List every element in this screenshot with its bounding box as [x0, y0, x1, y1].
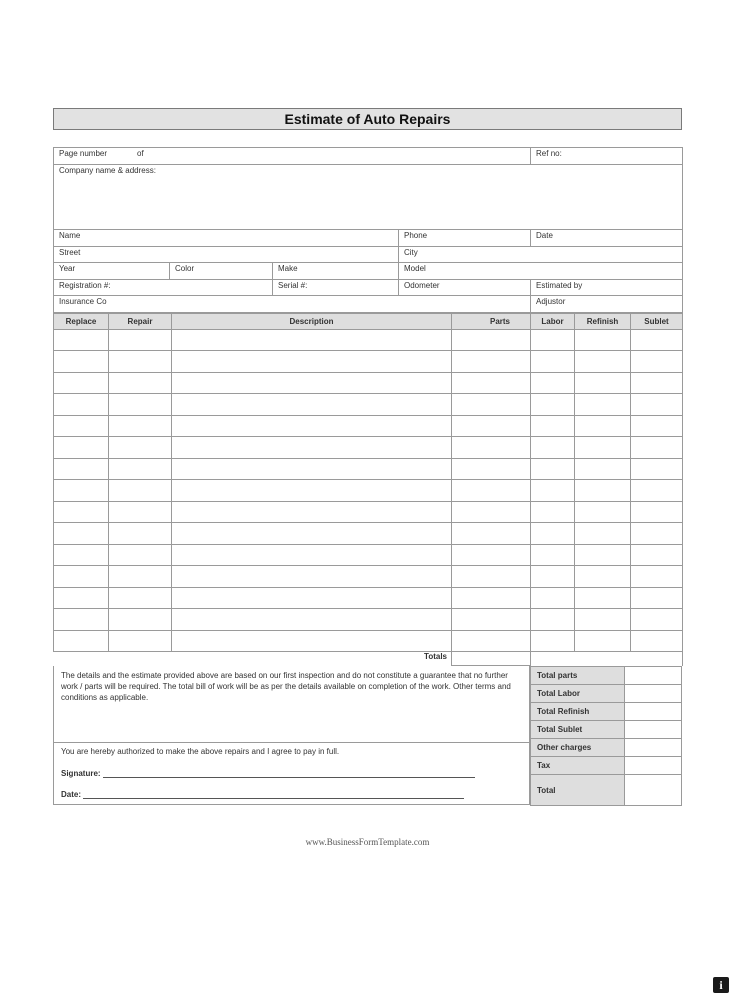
estimated-by-label: Estimated by — [536, 280, 583, 290]
repair-cell[interactable] — [109, 566, 172, 588]
authorization-block — [54, 742, 529, 805]
parts-cell[interactable] — [452, 437, 531, 459]
description-cell[interactable] — [172, 480, 452, 502]
parts-cell[interactable] — [452, 501, 531, 523]
color-label: Color — [175, 264, 195, 273]
labor-cell[interactable] — [531, 372, 575, 394]
street-label: Street — [59, 247, 81, 257]
totals-spacer — [531, 652, 683, 666]
company-address-field[interactable] — [54, 165, 683, 230]
street-field[interactable] — [54, 246, 399, 263]
date-field[interactable] — [531, 230, 683, 247]
refinish-cell[interactable] — [575, 480, 631, 502]
labor-cell[interactable] — [531, 437, 575, 459]
total-parts-label: Total parts — [531, 667, 625, 685]
description-cell[interactable] — [172, 415, 452, 437]
replace-cell[interactable] — [54, 609, 109, 631]
parts-cell[interactable] — [452, 630, 531, 652]
description-cell[interactable] — [172, 523, 452, 545]
item-row — [54, 566, 683, 588]
refinish-cell[interactable] — [575, 523, 631, 545]
parts-cell[interactable] — [452, 544, 531, 566]
description-cell[interactable] — [172, 351, 452, 373]
replace-cell[interactable] — [54, 329, 109, 351]
parts-cell[interactable] — [452, 458, 531, 480]
labor-cell[interactable] — [531, 501, 575, 523]
item-row — [54, 609, 683, 631]
parts-cell[interactable] — [452, 329, 531, 351]
header-section — [53, 147, 682, 313]
sublet-cell[interactable] — [631, 630, 683, 652]
item-row — [54, 458, 683, 480]
refinish-cell[interactable] — [575, 501, 631, 523]
replace-cell[interactable] — [54, 415, 109, 437]
replace-cell[interactable] — [54, 437, 109, 459]
refinish-cell[interactable] — [575, 566, 631, 588]
city-label: City — [404, 247, 418, 257]
column-header-sublet: Sublet — [631, 313, 683, 329]
repair-cell[interactable] — [109, 587, 172, 609]
description-cell[interactable] — [172, 458, 452, 480]
refinish-cell[interactable] — [575, 458, 631, 480]
repair-estimate-form — [53, 108, 682, 805]
replace-cell[interactable] — [54, 587, 109, 609]
website-footer: www.BusinessFormTemplate.com — [305, 837, 430, 847]
repair-cell[interactable] — [109, 501, 172, 523]
signature-line[interactable] — [103, 770, 475, 778]
repair-cell[interactable] — [109, 329, 172, 351]
estimated-by-field[interactable] — [531, 279, 683, 296]
item-row — [54, 501, 683, 523]
sublet-cell[interactable] — [631, 566, 683, 588]
description-cell[interactable] — [172, 544, 452, 566]
sublet-cell[interactable] — [631, 437, 683, 459]
labor-cell[interactable] — [531, 523, 575, 545]
totals-panel — [530, 666, 682, 805]
total-parts-cell[interactable] — [452, 652, 531, 666]
parts-cell[interactable] — [452, 609, 531, 631]
replace-cell[interactable] — [54, 394, 109, 416]
item-row — [54, 437, 683, 459]
repair-cell[interactable] — [109, 415, 172, 437]
replace-cell[interactable] — [54, 372, 109, 394]
total-sublet-value[interactable] — [625, 721, 682, 739]
ref-no-field[interactable] — [531, 148, 683, 165]
refinish-cell[interactable] — [575, 587, 631, 609]
parts-cell[interactable] — [452, 351, 531, 373]
sublet-cell[interactable] — [631, 329, 683, 351]
sublet-cell[interactable] — [631, 415, 683, 437]
sublet-cell[interactable] — [631, 501, 683, 523]
total-parts-value[interactable] — [625, 667, 682, 685]
insurance-label: Insurance Co — [59, 297, 107, 306]
sublet-cell[interactable] — [631, 587, 683, 609]
repair-cell[interactable] — [109, 372, 172, 394]
labor-cell[interactable] — [531, 630, 575, 652]
date-sign-label: Date: — [61, 790, 82, 799]
sublet-cell[interactable] — [631, 609, 683, 631]
company-address-label: Company name & address: — [59, 166, 156, 175]
name-label: Name — [59, 231, 81, 240]
description-cell[interactable] — [172, 437, 452, 459]
column-header-repair: Repair — [109, 313, 172, 329]
repair-cell[interactable] — [109, 630, 172, 652]
summary-section — [53, 666, 682, 805]
item-row — [54, 630, 683, 652]
city-field[interactable] — [399, 246, 683, 263]
replace-cell[interactable] — [54, 523, 109, 545]
item-row — [54, 523, 683, 545]
description-cell[interactable] — [172, 501, 452, 523]
items-header-row — [54, 313, 683, 329]
parts-cell[interactable] — [452, 587, 531, 609]
page-number-label: Page number — [59, 149, 108, 158]
labor-cell[interactable] — [531, 394, 575, 416]
parts-cell[interactable] — [452, 415, 531, 437]
repair-cell[interactable] — [109, 609, 172, 631]
labor-cell[interactable] — [531, 458, 575, 480]
refinish-cell[interactable] — [575, 437, 631, 459]
labor-cell[interactable] — [531, 480, 575, 502]
odometer-field[interactable] — [399, 279, 531, 296]
serial-label: Serial #: — [278, 280, 308, 290]
labor-cell[interactable] — [531, 351, 575, 373]
parts-cell[interactable] — [452, 372, 531, 394]
signature-label: Signature: — [61, 769, 101, 778]
color-field[interactable] — [170, 263, 273, 280]
adjustor-label: Adjustor — [536, 297, 566, 306]
item-row — [54, 480, 683, 502]
year-label: Year — [59, 264, 76, 273]
description-cell[interactable] — [172, 587, 452, 609]
phone-label: Phone — [404, 231, 428, 240]
item-row — [54, 394, 683, 416]
authorization-text: You are hereby authorized to make the above repairs and I agree to pay in full. — [61, 747, 340, 756]
registration-label: Registration #: — [59, 280, 111, 290]
grand-total-value[interactable] — [625, 775, 682, 806]
year-field[interactable] — [54, 263, 170, 280]
info-icon[interactable]: i — [713, 977, 729, 993]
parts-cell[interactable] — [452, 480, 531, 502]
date-label: Date — [536, 231, 553, 240]
odometer-label: Odometer — [404, 280, 440, 290]
tax-label: Tax — [531, 757, 625, 775]
labor-cell[interactable] — [531, 566, 575, 588]
refinish-cell[interactable] — [575, 372, 631, 394]
serial-field[interactable] — [273, 279, 399, 296]
other-charges-value[interactable] — [625, 739, 682, 757]
replace-cell[interactable] — [54, 566, 109, 588]
refinish-cell[interactable] — [575, 544, 631, 566]
column-header-parts: Parts — [452, 313, 531, 329]
item-row — [54, 372, 683, 394]
page-of-label: of — [137, 149, 144, 158]
repair-cell[interactable] — [109, 437, 172, 459]
terms-panel — [53, 666, 530, 805]
description-cell[interactable] — [172, 394, 452, 416]
description-cell[interactable] — [172, 566, 452, 588]
total-labor-label: Total Labor — [531, 685, 625, 703]
refinish-cell[interactable] — [575, 415, 631, 437]
item-row — [54, 351, 683, 373]
item-row — [54, 544, 683, 566]
parts-cell[interactable] — [452, 394, 531, 416]
sublet-cell[interactable] — [631, 372, 683, 394]
total-labor-value[interactable] — [625, 685, 682, 703]
description-cell[interactable] — [172, 609, 452, 631]
sublet-cell[interactable] — [631, 351, 683, 373]
column-header-replace: Replace — [54, 313, 109, 329]
replace-cell[interactable] — [54, 544, 109, 566]
insurance-field[interactable] — [54, 296, 531, 313]
name-field[interactable] — [54, 230, 399, 247]
sublet-cell[interactable] — [631, 458, 683, 480]
sublet-cell[interactable] — [631, 523, 683, 545]
parts-cell[interactable] — [452, 523, 531, 545]
repair-cell[interactable] — [109, 394, 172, 416]
phone-field[interactable] — [399, 230, 531, 247]
labor-cell[interactable] — [531, 587, 575, 609]
form-title: Estimate of Auto Repairs — [53, 108, 682, 130]
replace-cell[interactable] — [54, 458, 109, 480]
description-cell[interactable] — [172, 329, 452, 351]
sublet-cell[interactable] — [631, 544, 683, 566]
column-header-refinish: Refinish — [575, 313, 631, 329]
labor-cell[interactable] — [531, 544, 575, 566]
parts-cell[interactable] — [452, 566, 531, 588]
repair-cell[interactable] — [109, 351, 172, 373]
ref-no-label: Ref no: — [536, 149, 562, 158]
replace-cell[interactable] — [54, 501, 109, 523]
repair-cell[interactable] — [109, 458, 172, 480]
estimate-disclaimer: The details and the estimate provided above are based on our first inspection and do not constitute a guarantee that no further work / parts will be required. The total bill of work will be as per the details available on completion of the work. Other terms and conditions as applicable. — [61, 671, 511, 702]
refinish-cell[interactable] — [575, 609, 631, 631]
date-row — [61, 790, 522, 799]
total-sublet-label: Total Sublet — [531, 721, 625, 739]
total-refinish-label: Total Refinish — [531, 703, 625, 721]
make-field[interactable] — [273, 263, 399, 280]
page-number-field[interactable] — [54, 148, 531, 165]
item-row — [54, 329, 683, 351]
repair-cell[interactable] — [109, 544, 172, 566]
refinish-cell[interactable] — [575, 351, 631, 373]
item-row — [54, 587, 683, 609]
signature-row — [61, 769, 522, 778]
repair-items-table — [53, 313, 683, 667]
replace-cell[interactable] — [54, 351, 109, 373]
totals-label: Totals — [54, 652, 452, 666]
labor-cell[interactable] — [531, 329, 575, 351]
column-header-labor: Labor — [531, 313, 575, 329]
description-cell[interactable] — [172, 630, 452, 652]
description-cell[interactable] — [172, 372, 452, 394]
column-header-description: Description — [172, 313, 452, 329]
refinish-cell[interactable] — [575, 394, 631, 416]
make-label: Make — [278, 264, 298, 273]
item-row — [54, 415, 683, 437]
other-charges-label: Other charges — [531, 739, 625, 757]
adjustor-field[interactable] — [531, 296, 683, 313]
total-refinish-value[interactable] — [625, 703, 682, 721]
grand-total-label: Total — [531, 775, 625, 806]
replace-cell[interactable] — [54, 480, 109, 502]
refinish-cell[interactable] — [575, 329, 631, 351]
replace-cell[interactable] — [54, 630, 109, 652]
registration-field[interactable] — [54, 279, 273, 296]
tax-value[interactable] — [625, 757, 682, 775]
labor-cell[interactable] — [531, 415, 575, 437]
sublet-cell[interactable] — [631, 394, 683, 416]
model-field[interactable] — [399, 263, 683, 280]
refinish-cell[interactable] — [575, 630, 631, 652]
model-label: Model — [404, 264, 426, 273]
date-line[interactable] — [83, 791, 464, 799]
repair-cell[interactable] — [109, 480, 172, 502]
totals-row — [54, 652, 683, 666]
repair-cell[interactable] — [109, 523, 172, 545]
sublet-cell[interactable] — [631, 480, 683, 502]
labor-cell[interactable] — [531, 609, 575, 631]
